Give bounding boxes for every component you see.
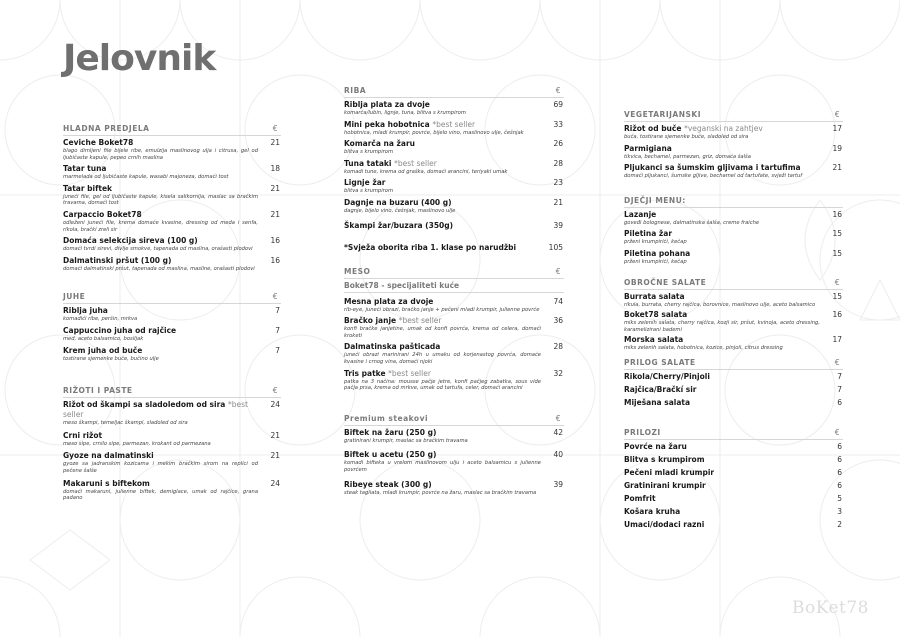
menu-item-description: domaći pljukanci, šumske gljive, bechamel od tartufate, svježi tartuf [624, 173, 803, 180]
menu-item [344, 316, 564, 339]
menu-item-price: 39 [553, 220, 563, 230]
section-header [624, 110, 843, 122]
menu-item-title: Rikola/Cherry/Pinjoli [624, 371, 710, 381]
section-premium-steakovi [344, 414, 564, 496]
section-juhe [63, 292, 281, 362]
menu-item-name [63, 210, 258, 220]
menu-item-title: Cappuccino juha od rajčice [63, 325, 177, 335]
menu-item-price: 5 [837, 493, 842, 503]
menu-item-price: 15 [832, 229, 842, 239]
menu-item-name [624, 520, 820, 530]
menu-item-tag: *best seller [432, 119, 476, 129]
menu-item-name [344, 120, 541, 130]
menu-item-price: 21 [832, 163, 842, 173]
section-djeciji-menu [624, 196, 843, 266]
menu-column-right [624, 110, 843, 533]
menu-item [344, 139, 564, 156]
menu-item-description: komadići ribe, peršin, mrkva [63, 316, 138, 323]
section-title: OBROČNE SALATE [624, 277, 707, 287]
menu-item-name [344, 342, 541, 352]
menu-item-description: meso sipe, crnilo sipe, parmezan, krokant od parmezana [63, 440, 211, 447]
menu-item-title: Lazanje [624, 209, 657, 219]
menu-item-price: 16 [270, 236, 280, 246]
section-header [63, 292, 281, 304]
section-title: HLADNA PREDJELA [63, 124, 150, 133]
menu-item-price: 17 [832, 124, 842, 133]
menu-item [624, 385, 843, 395]
menu-item-description: gratinirani krumpir, maslac sa bračkim travama [344, 437, 468, 444]
menu-item-name [63, 451, 258, 461]
menu-item-name [624, 124, 820, 134]
section-obrocne-salate [624, 278, 843, 352]
menu-item-price: 6 [837, 454, 842, 464]
menu-item-description: tikvica, bechamel, parmezan, griz, domaća šalša [624, 153, 751, 160]
menu-item [624, 310, 843, 333]
menu-item-title: Lignje žar [344, 178, 386, 188]
menu-item-name [344, 198, 541, 208]
section-subtitle: Boket78 - specijaliteti kuće [344, 281, 564, 293]
currency-label: € [555, 86, 561, 95]
menu-item-price: 42 [553, 427, 563, 437]
brand-watermark: BoKet78 [792, 598, 869, 618]
menu-item-description: konfi bračke janjetine, umak od konfi povrća, krema od celera, domaći kroketi [344, 326, 541, 339]
menu-item-description: juneći obrazi marinirani 24h u umaku od korjenastog povrća, domaće kvasine i crnog vina, domaći njoki [344, 352, 541, 365]
menu-item-name [344, 243, 541, 253]
menu-item-description: komarča/lubin, lignje, tuna, blitva s krumpirom [344, 110, 466, 116]
menu-item-title: Pomfrit [624, 493, 656, 503]
menu-item-name [344, 369, 541, 379]
menu-item-title: Mesna plata za dvoje [344, 296, 434, 306]
menu-item-description: komadi bifteka u vrelom maslinovom ulju i aceto balsamicu s julienne povrćem [344, 460, 541, 473]
menu-item [624, 249, 843, 266]
menu-item-title: Gratinirani krumpir [624, 480, 706, 490]
menu-item [344, 450, 564, 473]
currency-label: € [272, 292, 278, 302]
menu-item-description: goveđi bolognese, dalmatinska šalša, creme fraiche [624, 219, 760, 226]
menu-item-price: 18 [270, 164, 280, 174]
section-rizoti-paste [63, 386, 281, 502]
menu-item [624, 210, 843, 227]
menu-item-title: Rižot od buče [624, 124, 682, 133]
menu-item-name [344, 139, 541, 149]
menu-item-name [624, 372, 820, 382]
menu-item-name [624, 335, 820, 345]
menu-item-title: Gyoze na dalmatinski [63, 451, 154, 461]
menu-item [344, 178, 564, 195]
menu-item [63, 451, 281, 474]
menu-item-name [344, 316, 541, 326]
menu-item-title: Biftek na žaru (250 g) [344, 427, 437, 437]
menu-item-tag: *veganski na zahtjev [684, 124, 763, 133]
menu-item-name [63, 479, 258, 489]
menu-item-price: 21 [270, 209, 280, 219]
menu-item-price: 2 [837, 519, 842, 529]
menu-item-name [344, 428, 541, 438]
menu-item [63, 184, 281, 207]
menu-item [624, 144, 843, 161]
menu-item [63, 306, 281, 323]
menu-item [63, 326, 281, 343]
menu-item-price: 6 [837, 480, 842, 490]
menu-item-tag: *best seller [388, 368, 431, 378]
menu-item-price: 6 [837, 467, 842, 477]
menu-item-title: Dalmatinski pršut (100 g) [63, 255, 172, 265]
menu-item-title: Košara kruha [624, 506, 681, 516]
menu-item-title: *Svježa oborita riba 1. klase po narudžbi [344, 242, 517, 252]
menu-item-name [624, 163, 820, 173]
menu-item-description: hobotnica, mladi krumpir, povrće, bijelo vino, maslinovo ulje, češnjak [344, 129, 524, 136]
menu-item-price: 16 [832, 209, 842, 219]
currency-label: € [555, 413, 561, 423]
menu-item-title: Makaruni s biftekom [63, 478, 150, 488]
menu-item-title: Crni rižot [63, 430, 103, 440]
currency-label: € [834, 277, 840, 287]
menu-item-description: miks zelenih salata, hobotnica, kozice, pinjoli, citrus dressing [624, 345, 783, 352]
menu-item-description: rikula, burrata, cherry rajčica, borovnice, maslinovo ulje, aceto balsamico [624, 301, 816, 308]
menu-item-name [344, 178, 541, 188]
menu-item-name [63, 306, 258, 316]
menu-item-name [624, 210, 820, 220]
menu-item-description: blago dimljeni file bijele ribe, emulzija maslinovog ulja i citrusa, gel od ljubičaste kapule, pepeo crnih maslina [63, 148, 258, 161]
menu-item-description: prženi krumpirići, kečap [624, 258, 687, 265]
menu-item-title: Dalmatinska pašticada [344, 342, 441, 352]
menu-item-name [63, 184, 258, 194]
menu-item-name [624, 481, 820, 491]
section-title: PRILOG SALATE [624, 357, 696, 367]
menu-item [344, 480, 564, 497]
menu-item-title: Biftek u acetu (250 g) [344, 450, 437, 460]
menu-item-title: Parmigiana [624, 143, 672, 153]
section-title: JUHE [63, 292, 86, 302]
menu-item [63, 346, 281, 363]
menu-item-price: 24 [270, 400, 280, 410]
section-header [344, 414, 564, 426]
menu-item [63, 400, 281, 427]
currency-label: € [834, 427, 840, 437]
currency-label: € [834, 357, 840, 367]
menu-item-description: meso škampi, temeljac škampi, sladoled od sira [63, 420, 188, 427]
menu-item-title: Burrata salata [624, 291, 685, 301]
menu-item-title: Tatar biftek [63, 183, 113, 193]
menu-item-name [624, 249, 820, 259]
menu-item-price: 7 [837, 384, 842, 394]
menu-item-price: 21 [553, 197, 563, 207]
menu-item-name [624, 385, 820, 395]
menu-item-title: Umaci/dodaci razni [624, 519, 705, 529]
menu-item [624, 481, 843, 491]
menu-item-price: 28 [553, 158, 563, 168]
menu-item-price: 36 [553, 316, 563, 326]
menu-item-title: Škampi žar/buzara (350g) [344, 220, 454, 230]
menu-item-title: Rajčica/Bračkí sir [624, 384, 697, 394]
menu-item [624, 398, 843, 408]
menu-item [344, 198, 564, 215]
menu-item-description: gyoze sa jadranskim kozicama i mekim bračkim sirom na replici od pečene šalše [63, 461, 258, 474]
menu-item [624, 442, 843, 452]
menu-item-title: Domaća selekcija sireva (100 g) [63, 236, 198, 246]
menu-item-description: prženi krumpirići, kečap [624, 239, 687, 246]
menu-item-price: 7 [837, 371, 842, 381]
menu-item [344, 342, 564, 365]
menu-item-title: Tris patke [344, 368, 386, 378]
menu-item [344, 297, 564, 314]
menu-item-price: 26 [553, 139, 563, 149]
menu-item-tag: *best seller [394, 158, 437, 168]
section-header [624, 358, 843, 370]
section-header [624, 196, 843, 208]
menu-item-description: domaći dalmatinski pršut, tapenada od maslina, masline, orašasti plodovi [63, 265, 255, 272]
menu-item-description: domaći makaruni, julienne biftek, demiglace, umak od rajčice, grana padano [63, 488, 258, 502]
menu-item-name [624, 468, 820, 478]
menu-item-name [63, 346, 258, 356]
menu-item-title: Komarča na žaru [344, 139, 416, 149]
menu-item-price: 16 [270, 255, 280, 265]
menu-item-description: patka na 3 načina: mousse pačje jetre, konfi pačjeg zabatka, sous vide pačja prsa, krema od mrkve, umak od tartufa, celer, domaći arancini [344, 378, 541, 392]
menu-item [63, 236, 281, 253]
menu-item-name [344, 297, 541, 307]
menu-item-description: komadi tune, krema od graška, domaći arancini, teriyaki umak [344, 168, 508, 175]
menu-item-price: 21 [270, 451, 280, 461]
menu-item-description: rib-eye, juneći obrazi, bračko janje + pečeni mladi krumpir, julienne povrće [344, 306, 540, 313]
menu-item-name [63, 431, 258, 441]
currency-label: € [834, 110, 840, 119]
menu-item-price: 19 [832, 143, 842, 153]
menu-item-name [624, 292, 820, 302]
menu-item-description: domaći tvrdi sirevi, divlje smokve, tapenada od maslina, orašasti plodovi [63, 246, 253, 253]
menu-item [624, 335, 843, 352]
menu-item [63, 210, 281, 233]
menu-item-price: 17 [832, 335, 842, 345]
section-header [624, 278, 843, 290]
menu-item [344, 120, 564, 137]
section-prilozi [624, 428, 843, 530]
menu-item [624, 494, 843, 504]
section-title: PRILOZI [624, 427, 661, 437]
menu-item [624, 507, 843, 517]
menu-item-price: 3 [837, 506, 842, 516]
section-header [63, 124, 281, 136]
menu-item [63, 256, 281, 273]
section-title: MESO [344, 266, 371, 276]
menu-item-title: Rižot od škampi sa sladoledom od sira [63, 400, 226, 410]
menu-item-description: miks zelenih salata, cherry rajčica, kozji sir, pršut, kvinoja, aceto dressing, karamelizirani bademi [624, 320, 820, 333]
section-title: VEGETARIJANSKI [624, 110, 701, 119]
menu-item-description: buča, tostirane sjemenke buče, sladoled od sira [624, 134, 749, 140]
menu-item-name [624, 442, 820, 452]
section-meso [344, 267, 564, 392]
section-vegetarijanski [624, 110, 843, 180]
section-title: RIŽOTI I PASTE [63, 386, 133, 396]
menu-item-title: Bračko janje [344, 316, 397, 326]
menu-item-title: Pljukanci sa šumskim gljivama i tartufima [624, 163, 801, 173]
menu-item-name [344, 221, 541, 231]
menu-item-price: 33 [553, 119, 563, 129]
menu-item-price: 15 [832, 248, 842, 258]
menu-item-name [624, 507, 820, 517]
section-title: RIBA [344, 86, 367, 95]
menu-item-name [63, 256, 258, 266]
menu-item-name [63, 138, 258, 148]
menu-item-description: dagnje, bijelo vino, češnjak, maslinovo ulje [344, 207, 456, 214]
menu-item-price: 7 [275, 325, 280, 335]
menu-item [624, 229, 843, 246]
menu-item [624, 372, 843, 382]
menu-item-price: 7 [275, 345, 280, 355]
menu-item-name [624, 144, 820, 154]
menu-item [344, 100, 564, 117]
menu-item-price: 16 [832, 310, 842, 320]
menu-item-name [624, 494, 820, 504]
currency-label: € [272, 124, 278, 133]
menu-item-title: Carpaccio Boket78 [63, 209, 142, 219]
menu-item-title: Tatar tuna [63, 164, 107, 174]
menu-item-price: 15 [832, 291, 842, 301]
menu-item-title: Povrće na žaru [624, 441, 687, 451]
menu-item [624, 124, 843, 141]
section-prilog-salate [624, 358, 843, 408]
menu-item-name [344, 159, 541, 169]
section-header [344, 267, 564, 279]
menu-item-price: 32 [553, 368, 563, 378]
menu-item-tag: *best seller [398, 316, 442, 326]
currency-label: € [555, 266, 561, 276]
menu-item [344, 243, 564, 253]
section-header [63, 386, 281, 398]
menu-item-description: marmelada od ljubičaste kapule, wasabi majoneza, domaći tost [63, 174, 229, 181]
menu-item-title: Krem juha od buče [63, 345, 143, 355]
menu-item [344, 428, 564, 445]
menu-item-price: 105 [548, 242, 563, 252]
menu-item-price: 39 [553, 479, 563, 489]
menu-item-name [624, 398, 820, 408]
menu-item-title: Blitva s krumpirom [624, 454, 705, 464]
menu-column-left [63, 124, 281, 506]
section-hladna-predjela [63, 124, 281, 272]
menu-item-description: blitva s krumpirom [344, 188, 394, 195]
menu-item-name [624, 455, 820, 465]
menu-item-description: med, aceto balsamico, bosiljak [63, 335, 144, 342]
menu-item [624, 468, 843, 478]
menu-item [63, 164, 281, 181]
menu-item-description: juneći file, gel od ljubičaste kapule, kisela salikornija, maslac sa bračkim travama, domaći tost [63, 193, 258, 207]
menu-item-title: Dagnje na buzaru (400 g) [344, 197, 452, 207]
menu-item [624, 292, 843, 309]
menu-item-price: 24 [270, 478, 280, 488]
menu-item [63, 479, 281, 502]
menu-item-title: Pečeni mladi krumpir [624, 467, 715, 477]
menu-item-name [63, 400, 258, 420]
page-title: Jelovnik [63, 38, 216, 79]
menu-item-name [63, 164, 258, 174]
section-title: DJEČJI MENU: [624, 195, 686, 205]
menu-item-description: tostirane sjemenke buče, bučino ulje [63, 355, 159, 362]
menu-item-price: 6 [837, 441, 842, 451]
menu-item-title: Riblja plata za dvoje [344, 100, 430, 109]
menu-item-title: Ceviche Boket78 [63, 138, 134, 147]
menu-item-title: Boket78 salata [624, 310, 688, 320]
menu-item-title: Tuna tataki [344, 158, 392, 168]
menu-item [344, 221, 564, 231]
menu-item-price: 6 [837, 397, 842, 407]
menu-item-price: 74 [553, 296, 563, 306]
menu-item-name [63, 326, 258, 336]
menu-item-price: 23 [553, 178, 563, 188]
menu-item-name [344, 100, 541, 110]
menu-item-price: 7 [275, 306, 280, 316]
menu-item-price: 21 [270, 138, 280, 147]
menu-item-price: 28 [553, 342, 563, 352]
menu-item-title: Piletina žar [624, 229, 673, 239]
menu-item-price: 21 [270, 430, 280, 440]
section-title: Premium steakovi [344, 413, 429, 423]
menu-item-name [624, 229, 820, 239]
menu-item [344, 369, 564, 392]
menu-item-title: Mini peka hobotnica [344, 119, 430, 129]
menu-item-name [63, 236, 258, 246]
menu-item-title: Piletina pohana [624, 248, 691, 258]
menu-item-description: steak tagliata, mladi krumpir, povrće na žaru, maslac sa bračkim travama [344, 489, 537, 496]
menu-item-price: 69 [553, 100, 563, 109]
section-header [344, 86, 564, 98]
menu-item-tag: *best seller [63, 400, 248, 420]
section-riba [344, 86, 564, 253]
menu-item-name [344, 450, 541, 460]
menu-column-middle [344, 86, 564, 502]
section-header [624, 428, 843, 440]
menu-item-title: Riblja juha [63, 306, 108, 316]
menu-item-name [344, 480, 541, 490]
menu-item [624, 520, 843, 530]
menu-item-name [624, 310, 820, 320]
menu-item [624, 455, 843, 465]
menu-item-price: 40 [553, 450, 563, 460]
menu-item-description: odleženi juneći file, krema domaće kvasine, dressing od meda i senfa, rikola, bračkí zreli sir [63, 219, 258, 233]
menu-item [63, 138, 281, 161]
menu-item-title: Morska salata [624, 335, 684, 345]
menu-item [63, 431, 281, 448]
menu-item [344, 159, 564, 176]
menu-item-title: Ribeye steak (300 g) [344, 479, 432, 489]
menu-item-title: Miješana salata [624, 397, 691, 407]
menu-item-price: 21 [270, 183, 280, 193]
currency-label: € [272, 386, 278, 396]
menu-item [624, 163, 843, 180]
menu-item-description: blitva s krumpirom [344, 149, 394, 156]
